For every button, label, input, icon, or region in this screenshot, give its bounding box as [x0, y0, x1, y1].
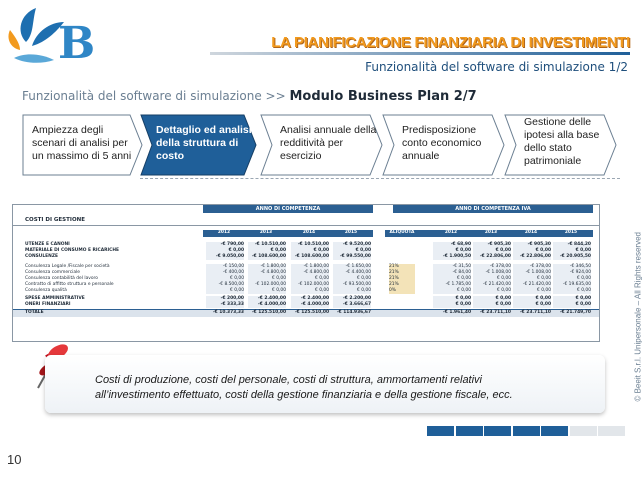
sheet-cell: € 0,00 — [513, 248, 551, 254]
step-cost-structure[interactable] — [140, 114, 258, 176]
sheet-cell: -€ 19.635,00 — [553, 282, 591, 288]
sheet-cell: € 0,00 — [473, 296, 511, 302]
sheet-cell: -€ 125.510,00 — [294, 310, 329, 315]
year-header: 2015 — [564, 230, 578, 235]
sheet-row-label: SPESE AMMINISTRATIVE — [25, 296, 85, 301]
year-row-right — [385, 230, 593, 237]
sheet-cell: € 0,00 — [291, 288, 329, 294]
sheet-cell: € 0,00 — [333, 288, 371, 294]
sheet-cell: € 0,00 — [206, 276, 244, 282]
year-header: 2014 — [524, 230, 538, 235]
sheet-cell: -€ 10.510,00 — [291, 242, 329, 248]
sheet-cell: -€ 102.000,00 — [248, 282, 286, 288]
sheet-section-title: COSTI DI GESTIONE — [25, 217, 85, 223]
sheet-cell: -€ 1.785,00 — [433, 282, 471, 288]
step-label: Gestione delle ipotesi alla base dello stato patrimoniale — [524, 116, 600, 167]
note-line-1: Costi di produzione, costi del personale, costi di struttura, ammortamenti relativi — [95, 374, 483, 386]
progress-segment — [513, 426, 540, 436]
sheet-cell: -€ 790,00 — [206, 242, 244, 248]
sheet-cell: € 0,00 — [513, 302, 551, 308]
sheet-cell: -€ 2.400,00 — [291, 296, 329, 302]
sheet-cell: -€ 102.000,00 — [291, 282, 329, 288]
sheet-cell: € 0,00 — [473, 248, 511, 254]
group-header-left — [203, 205, 373, 213]
slide-progress — [427, 426, 625, 436]
step-income-statement[interactable] — [382, 114, 506, 176]
step-balance-sheet[interactable] — [504, 114, 618, 176]
breadcrumb-current: Modulo Business Plan 2/7 — [289, 89, 477, 104]
sheet-cell: € 0,00 — [473, 302, 511, 308]
sheet-cell: -€ 346,50 — [553, 264, 591, 270]
sheet-cell: € 0,00 — [553, 302, 591, 308]
year-header: 2014 — [302, 230, 316, 235]
cost-spreadsheet — [12, 204, 600, 342]
copyright-notice: © Beeit S.r.l. Unipersonale – All Rights reserved — [634, 232, 643, 402]
sheet-cell: € 0,00 — [513, 276, 551, 282]
sheet-cell: -€ 905,30 — [473, 242, 511, 248]
sheet-aliquota-cell: 0% — [389, 288, 415, 294]
sheet-cell: € 0,00 — [553, 288, 591, 294]
sheet-row-label: Consulenza commerciale — [25, 270, 81, 275]
page-title: LA PIANIFICAZIONE FINANZIARIA DI INVESTIMENTI — [271, 34, 630, 51]
sheet-cell: -€ 150,00 — [206, 264, 244, 270]
sheet-aliquota-cell — [389, 302, 415, 308]
sheet-cell: € 0,00 — [553, 276, 591, 282]
note-line-2: all’investimento effettuato, costi della gestione finanziaria e della gestione fiscale, ecc. — [95, 389, 513, 401]
title-rule — [210, 52, 630, 55]
step-label: Analisi annuale della redditività per esercizio — [280, 124, 377, 162]
sheet-cell: -€ 93.500,00 — [333, 282, 371, 288]
sheet-aliquota-cell: 21% — [389, 276, 415, 282]
sheet-row-label: UTENZE E CANONI — [25, 242, 70, 247]
sheet-cell: -€ 378,00 — [473, 264, 511, 270]
sheet-cell: € 0,00 — [206, 288, 244, 294]
sheet-cell: -€ 200,00 — [206, 296, 244, 302]
progress-segment — [541, 426, 568, 436]
sheet-cell: -€ 99.550,00 — [333, 254, 371, 260]
sheet-cell: € 0,00 — [248, 288, 286, 294]
sheet-cell: € 0,00 — [433, 296, 471, 302]
sheet-cell: -€ 3.666,67 — [333, 302, 371, 308]
sheet-cell: -€ 4.800,00 — [291, 270, 329, 276]
sheet-cell: € 0,00 — [291, 276, 329, 282]
sheet-cell: -€ 1.800,00 — [291, 264, 329, 270]
sheet-cell: € 0,00 — [433, 248, 471, 254]
sheet-cell: -€ 10.510,00 — [248, 242, 286, 248]
sheet-cell: -€ 21.749,70 — [559, 310, 591, 315]
sheet-cell: -€ 1.900,50 — [433, 254, 471, 260]
sheet-cell: -€ 924,00 — [553, 270, 591, 276]
sheet-cell: -€ 23.711,10 — [519, 310, 551, 315]
sheet-cell: -€ 9.520,00 — [333, 242, 371, 248]
sheet-cell: -€ 1.800,00 — [248, 264, 286, 270]
sheet-cell: -€ 905,30 — [513, 242, 551, 248]
sheet-cell: € 0,00 — [473, 276, 511, 282]
sheet-cell: -€ 1.650,00 — [333, 264, 371, 270]
sheet-cell: -€ 23.711,10 — [479, 310, 511, 315]
sheet-cell: -€ 400,00 — [206, 270, 244, 276]
progress-segment — [570, 426, 597, 436]
sheet-cell: -€ 10.373,33 — [212, 310, 244, 315]
step-label: Ampiezza degli scenari di analisi per un massimo di 5 anni — [32, 124, 132, 162]
step-label: Dettaglio ed analisi della struttura di costo — [156, 124, 252, 162]
sheet-cell: -€ 1.008,00 — [513, 270, 551, 276]
sheet-cell: -€ 1.961,40 — [442, 310, 471, 315]
sheet-cell: -€ 21.420,00 — [513, 282, 551, 288]
sheet-cell: -€ 9.050,00 — [206, 254, 244, 260]
sheet-cell: -€ 22.806,00 — [513, 254, 551, 260]
sheet-cell: -€ 20.905,50 — [553, 254, 591, 260]
progress-segment — [484, 426, 511, 436]
sheet-cell: -€ 125.510,00 — [251, 310, 286, 315]
sheet-row-label: Contratto di affitto struttura e personale — [25, 282, 114, 287]
sheet-cell: -€ 8.500,00 — [206, 282, 244, 288]
sheet-row-label: Consulenza Legale /Fiscale per società — [25, 264, 110, 269]
group-header-left-label: ANNO DI COMPETENZA — [255, 206, 321, 212]
sheet-row-label: Consulenza qualità — [25, 288, 67, 293]
year-header: 2013 — [259, 230, 273, 235]
sheet-cell: -€ 84,00 — [433, 270, 471, 276]
year-header: 2012 — [444, 230, 458, 235]
sheet-cell: € 0,00 — [206, 248, 244, 254]
sheet-row-label: TOTALE — [25, 310, 44, 315]
breadcrumb-prefix[interactable]: Funzionalità del software di simulazione >> — [22, 89, 286, 103]
sheet-row-label: Consulenza contabilità del lavoro — [25, 276, 98, 281]
aliquota-header: ALIQUOTA — [389, 230, 415, 235]
sheet-cell: € 0,00 — [333, 276, 371, 282]
sheet-cell: € 0,00 — [248, 248, 286, 254]
sheet-cell: € 0,00 — [553, 296, 591, 302]
sheet-cell: -€ 2.200,00 — [333, 296, 371, 302]
step-label: Predisposizione conto economico annuale — [402, 124, 482, 162]
sheet-cell: € 0,00 — [513, 296, 551, 302]
sheet-cell: -€ 21.420,00 — [473, 282, 511, 288]
sheet-cell: -€ 844,20 — [553, 242, 591, 248]
sheet-cell: € 0,00 — [513, 288, 551, 294]
progress-segment — [598, 426, 625, 436]
progress-segment — [427, 426, 454, 436]
sheet-cell: -€ 2.400,00 — [248, 296, 286, 302]
breadcrumb — [22, 89, 477, 104]
sheet-aliquota-cell: 21% — [389, 282, 415, 288]
sheet-cell: -€ 1.008,00 — [473, 270, 511, 276]
sheet-cell: -€ 333,33 — [206, 302, 244, 308]
year-header: 2013 — [484, 230, 498, 235]
sheet-cell: -€ 22.806,00 — [473, 254, 511, 260]
group-header-right — [393, 205, 593, 213]
sheet-row-label: MATERIALE DI CONSUMO E RICARICHE — [25, 248, 120, 253]
sheet-cell: -€ 378,00 — [513, 264, 551, 270]
process-steps — [22, 114, 619, 178]
year-header: 2015 — [344, 230, 358, 235]
sheet-cell: € 0,00 — [433, 288, 471, 294]
sheet-cell: € 0,00 — [433, 302, 471, 308]
sheet-cell: -€ 4.400,00 — [333, 270, 371, 276]
sheet-cell: -€ 4.800,00 — [248, 270, 286, 276]
sheet-cell: € 0,00 — [248, 276, 286, 282]
sheet-cell: € 0,00 — [553, 248, 591, 254]
sheet-cell: € 0,00 — [291, 248, 329, 254]
company-logo — [6, 2, 106, 68]
page-number: 10 — [7, 452, 22, 467]
svg-text:B: B — [58, 18, 96, 69]
sheet-cell: -€ 68,90 — [433, 242, 471, 248]
group-header-right-label: ANNO DI COMPETENZA IVA — [455, 206, 531, 212]
sheet-row-label: CONSULENZE — [25, 254, 59, 259]
sheet-cell: € 0,00 — [333, 248, 371, 254]
sheet-cell: -€ 31,50 — [433, 264, 471, 270]
year-row-left — [203, 230, 373, 237]
info-note — [45, 355, 605, 413]
year-header: 2012 — [217, 230, 231, 235]
sheet-cell: -€ 114.936,67 — [336, 310, 371, 315]
sheet-cell: -€ 4.000,00 — [248, 302, 286, 308]
sheet-aliquota-cell: 21% — [389, 264, 415, 270]
step-profitability[interactable] — [260, 114, 384, 176]
zoom-guide — [140, 178, 620, 179]
page-subtitle: Funzionalità del software di simulazione 1/2 — [365, 60, 628, 74]
sheet-cell: -€ 4.000,00 — [291, 302, 329, 308]
progress-segment — [456, 426, 483, 436]
sheet-aliquota-cell: 21% — [389, 270, 415, 276]
sheet-cell: € 0,00 — [433, 276, 471, 282]
sheet-cell: -€ 108.600,00 — [291, 254, 329, 260]
sheet-row-label: ONERI FINANZIARI — [25, 302, 71, 307]
step-analysis-scope[interactable] — [22, 114, 144, 176]
sheet-aliquota-cell — [389, 310, 415, 316]
sheet-cell: -€ 108.600,00 — [248, 254, 286, 260]
sheet-aliquota-cell — [389, 254, 415, 260]
sheet-cell: € 0,00 — [473, 288, 511, 294]
